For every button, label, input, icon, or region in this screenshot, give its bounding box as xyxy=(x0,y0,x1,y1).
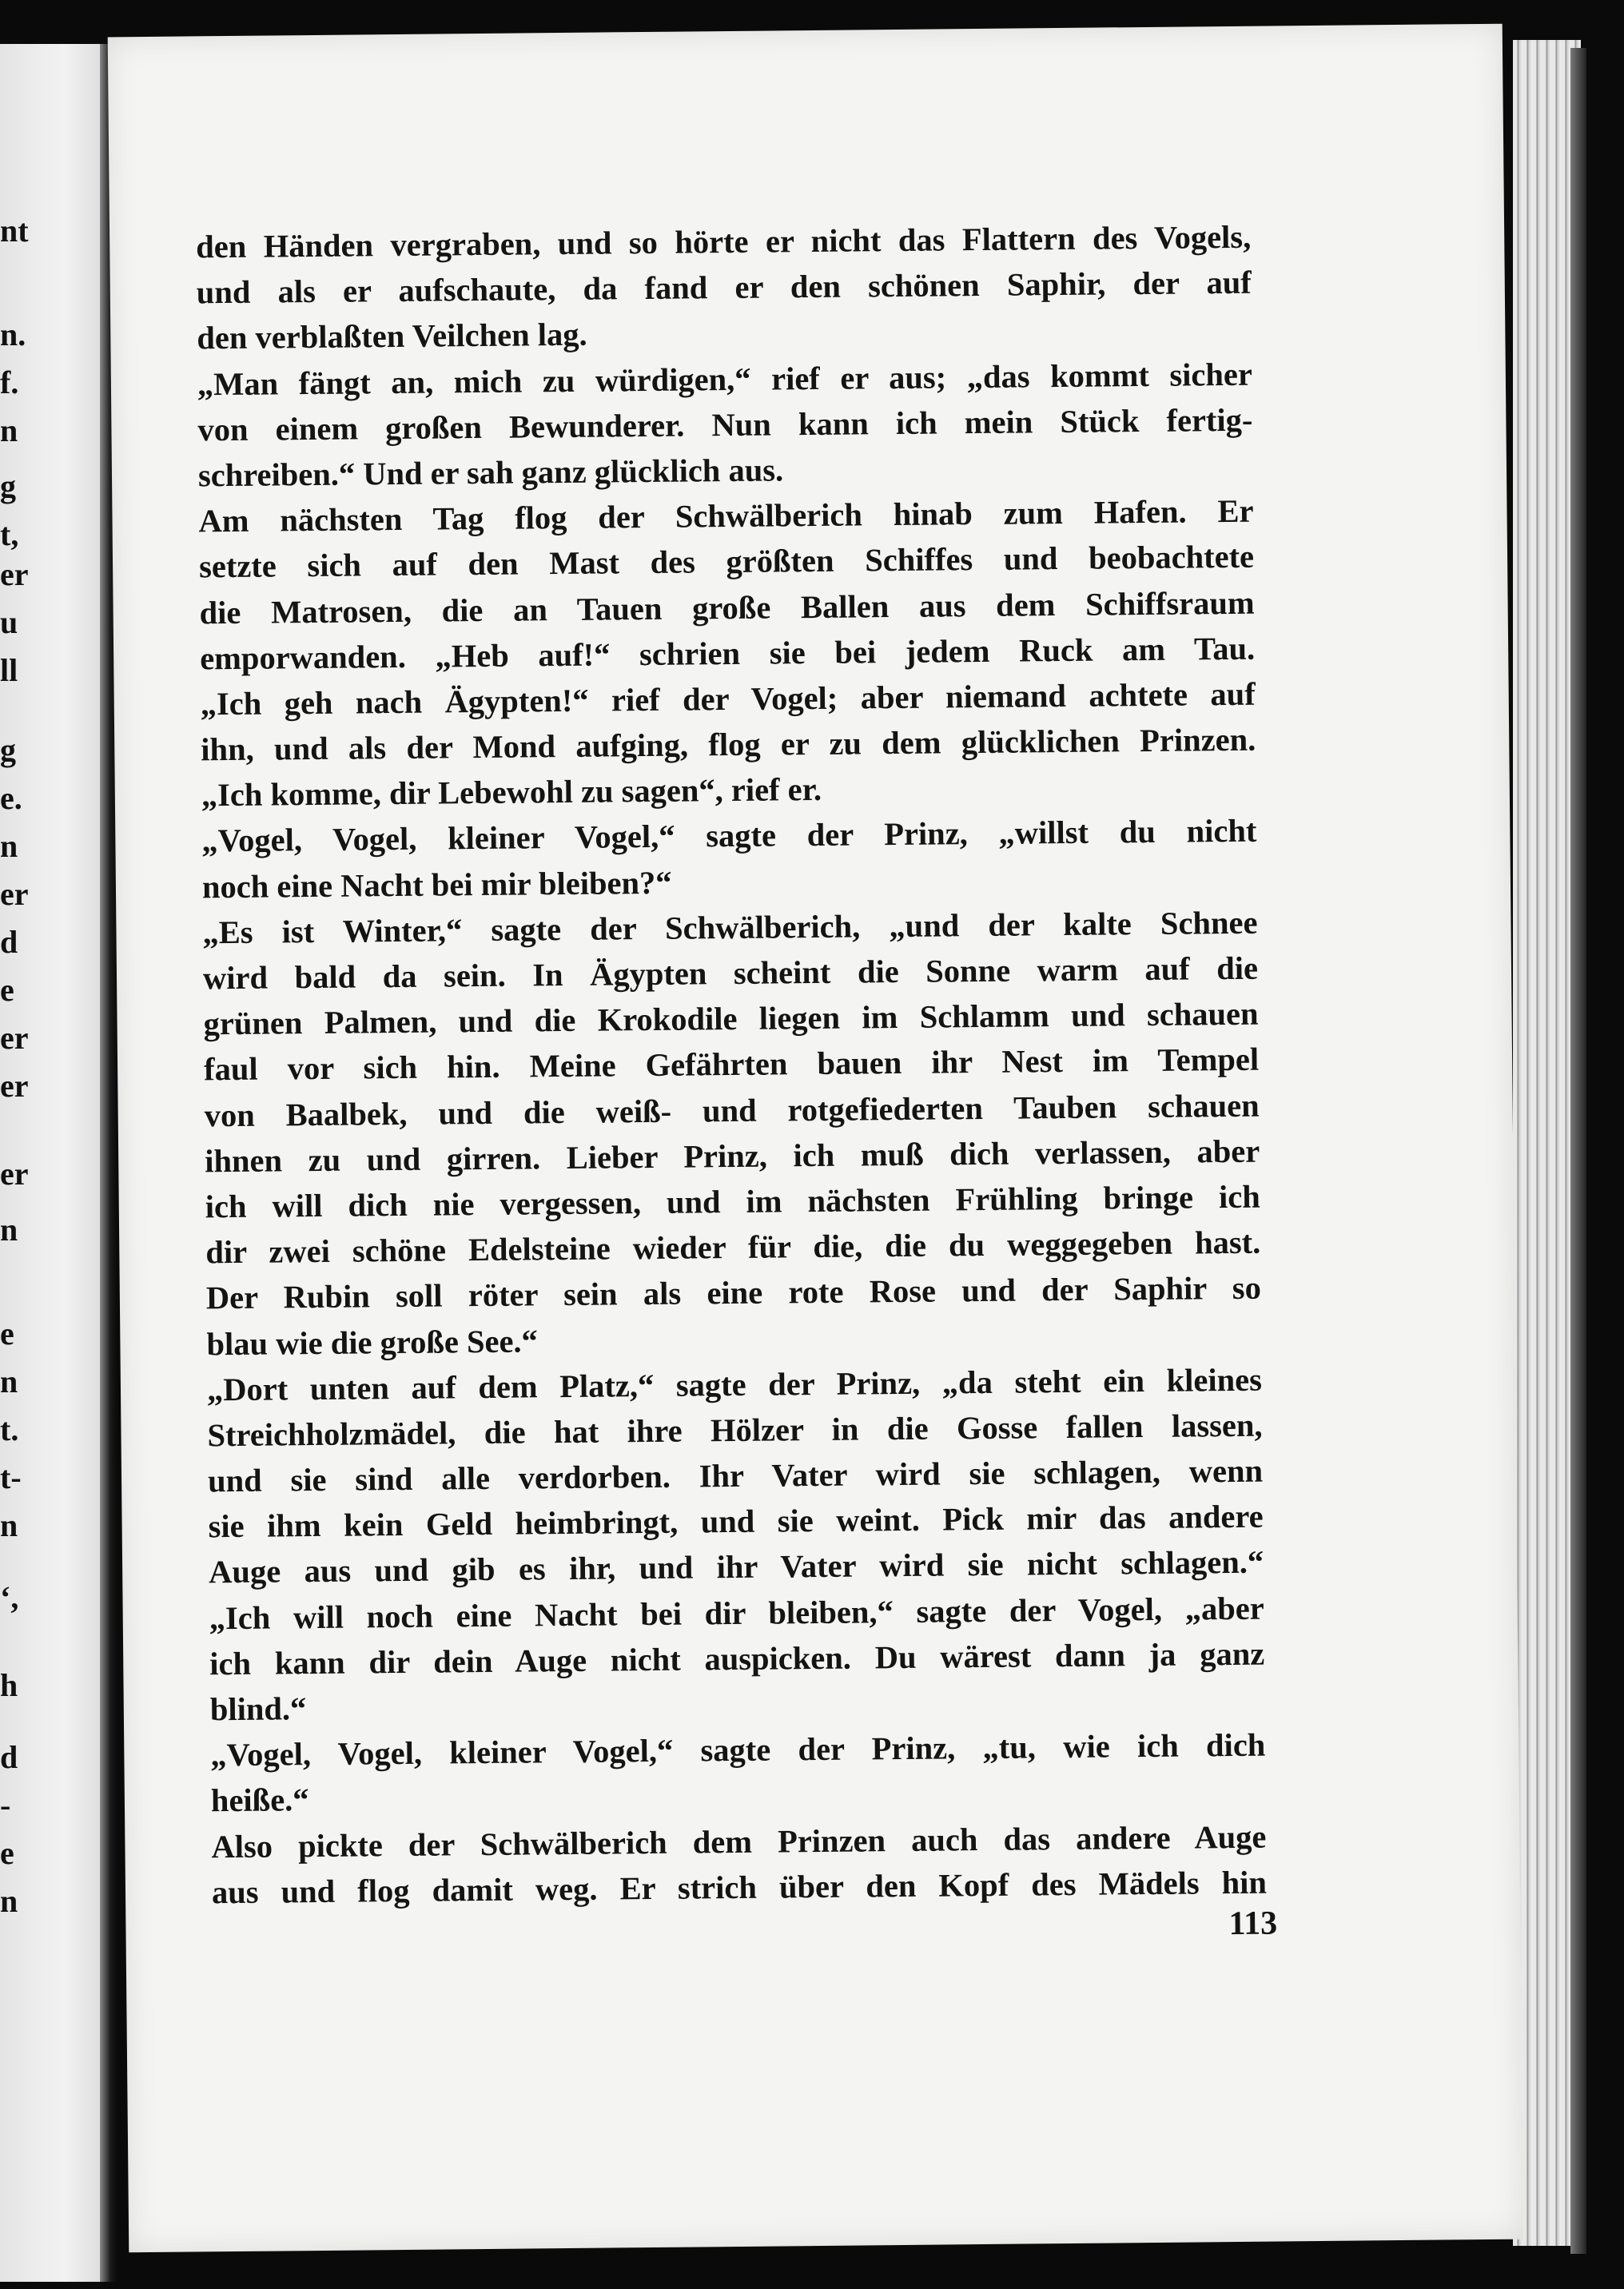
text-line: und sie sind alle verdorben. Ihr Vater wird sie schlagen, wenn xyxy=(207,1452,1264,1499)
previous-page-fragment: - xyxy=(0,1787,11,1823)
text-line: die Matrosen, die an Tauen große Ballen aus dem Schiffsraum xyxy=(199,584,1255,631)
previous-page-fragment: n xyxy=(0,412,18,448)
page-number: 113 xyxy=(1228,1905,1278,1943)
text-line: „Vogel, Vogel, kleiner Vogel,“ sagte der Prinz, „willst du nicht xyxy=(201,813,1257,859)
text-line: grünen Palmen, und die Krokodile liegen im Schlamm und schauen xyxy=(203,995,1259,1042)
previous-page-fragment: n xyxy=(0,1363,18,1399)
previous-page-fragment: g xyxy=(0,732,16,768)
previous-page-fragment: nt xyxy=(0,213,29,249)
text-line: von einem großen Bewunderer. Nun kann ich mein Stück fertig- xyxy=(197,401,1253,448)
page-stack-shadow xyxy=(1570,48,1586,2254)
text-line: „Ich geh nach Ägypten!“ rief der Vogel; aber niemand achtete auf xyxy=(200,675,1256,723)
text-line: den Händen vergraben, und so hörte er nicht das Flattern des Vogels, xyxy=(196,218,1252,265)
previous-page-fragment: er xyxy=(0,1068,29,1104)
previous-page-fragment: h xyxy=(0,1667,18,1703)
previous-page-fragment: d xyxy=(0,1739,18,1775)
previous-page-fragment: er xyxy=(0,1156,29,1192)
previous-page-fragment: e xyxy=(0,972,14,1008)
text-line: Am nächsten Tag flog der Schwälberich hinab zum Hafen. Er xyxy=(198,492,1254,539)
text-line: „Es ist Winter,“ sagte der Schwälberich, „und der kalte Schnee xyxy=(202,904,1258,951)
previous-page-fragment: e. xyxy=(0,780,22,816)
text-line: blau wie die große See.“ xyxy=(206,1322,539,1362)
previous-page-fragment: u xyxy=(0,604,18,640)
previous-page-fragment: t, xyxy=(0,516,19,552)
text-line: noch eine Nacht bei mir bleiben?“ xyxy=(201,864,672,905)
text-line: und als er aufschaute, da fand er den schönen Saphir, der auf xyxy=(196,264,1252,311)
previous-page-fragment: g xyxy=(0,468,16,504)
text-line: Also pickte der Schwälberich dem Prinzen auch das andere Auge xyxy=(211,1818,1267,1865)
text-line: ich kann dir dein Auge nicht auspicken. Du wärest dann ja ganz xyxy=(209,1635,1265,1682)
previous-page-fragment: er xyxy=(0,876,29,912)
text-line: schreiben.“ Und er sah ganz glücklich aus. xyxy=(197,452,784,494)
previous-page-fragment: f. xyxy=(0,364,19,400)
previous-page-fragment: t- xyxy=(0,1459,22,1495)
previous-page-fragment: er xyxy=(0,556,29,592)
text-line: ihnen zu und girren. Lieber Prinz, ich muß dich verlassen, aber xyxy=(205,1133,1260,1180)
text-line: von Baalbek, und die weiß- und rotgefiederten Tauben schauen xyxy=(204,1087,1260,1133)
text-line: blind.“ xyxy=(209,1690,307,1728)
text-line: den verblaßten Veilchen lag. xyxy=(197,316,587,356)
text-line: Auge aus und gib es ihr, und ihr Vater wird sie nicht schlagen.“ xyxy=(208,1544,1264,1590)
previous-page-fragment: n xyxy=(0,1212,18,1248)
text-line: dir zwei schöne Edelsteine wieder für die, die du weggegeben hast. xyxy=(205,1224,1261,1271)
page-body-text xyxy=(196,214,1267,1916)
text-line: „Vogel, Vogel, kleiner Vogel,“ sagte der Prinz, „tu, wie ich dich xyxy=(210,1726,1266,1773)
text-line: „Man fängt an, mich zu würdigen,“ rief er aus; „das kommt sicher xyxy=(197,356,1253,402)
text-line: faul vor sich hin. Meine Gefährten bauen ihr Nest im Tempel xyxy=(203,1041,1260,1088)
previous-page-fragment: e xyxy=(0,1316,14,1352)
text-line: emporwanden. „Heb auf!“ schrien sie bei jedem Ruck am Tau. xyxy=(199,630,1256,677)
previous-page-fragment: n xyxy=(0,1507,18,1543)
previous-page-fragment: er xyxy=(0,1020,29,1056)
text-line: heiße.“ xyxy=(210,1781,309,1819)
previous-page-fragment: ll xyxy=(0,652,18,688)
previous-page-fragment: n xyxy=(0,828,18,864)
previous-page-fragment: n xyxy=(0,1883,18,1919)
text-line: „Dort unten auf dem Platz,“ sagte der Prinz, „da steht ein kleines xyxy=(206,1361,1263,1408)
text-line: Streichholzmädel, die hat ihre Hölzer in die Gosse fallen lassen, xyxy=(207,1407,1263,1454)
text-line: setzte sich auf den Mast des größten Schiffes und beobachtete xyxy=(198,539,1255,585)
previous-page-fragment: t. xyxy=(0,1411,19,1447)
text-line: sie ihm kein Geld heimbringt, und sie weint. Pick mir das andere xyxy=(208,1498,1264,1545)
text-line: aus und flog damit weg. Er strich über den Kopf des Mädels hin xyxy=(211,1864,1268,1911)
previous-page-fragment: ‘, xyxy=(0,1579,19,1615)
text-line: wird bald da sein. In Ägypten scheint die Sonne warm auf die xyxy=(202,949,1259,997)
previous-page-fragment: e xyxy=(0,1835,14,1871)
text-line: „Ich will noch eine Nacht bei dir bleiben,“ sagte der Vogel, „aber xyxy=(209,1590,1264,1636)
text-line: ich will dich nie vergessen, und im nächsten Frühling bringe ich xyxy=(205,1178,1260,1225)
previous-page-fragment: n. xyxy=(0,316,26,352)
previous-page-fragment: d xyxy=(0,924,18,960)
book-page xyxy=(108,24,1524,2253)
text-line: ihn, und als der Mond aufging, flog er zu dem glücklichen Prinzen. xyxy=(201,721,1256,768)
text-line: Der Rubin soll röter sein als eine rote Rose und der Saphir so xyxy=(205,1269,1262,1316)
text-line: „Ich komme, dir Lebewohl zu sagen“, rief er. xyxy=(201,771,822,814)
